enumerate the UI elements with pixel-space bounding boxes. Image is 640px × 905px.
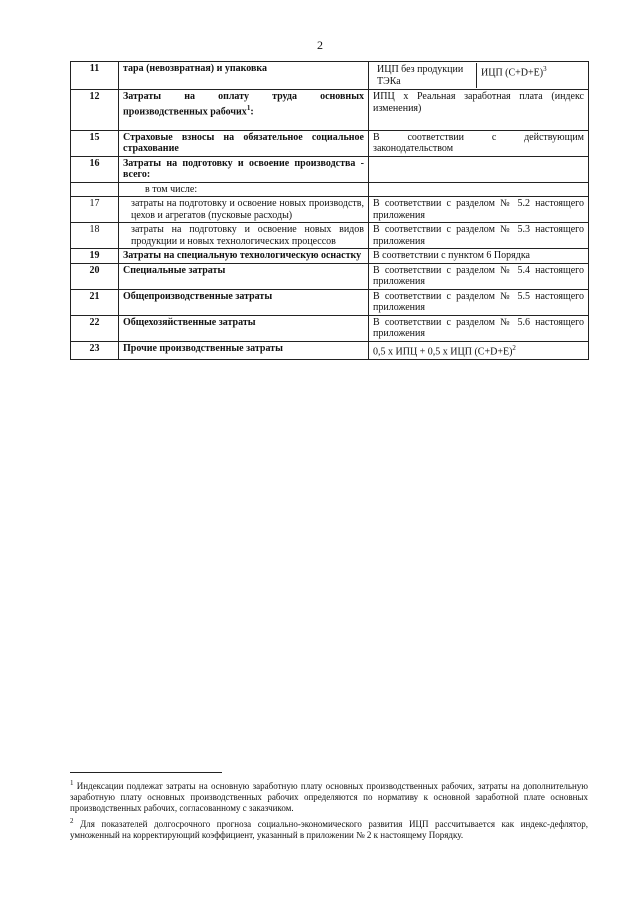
row-number: 15	[71, 130, 119, 156]
row-number: 11	[71, 62, 119, 90]
method-text: 0,5 х ИПЦ + 0,5 х ИЦП (C+D+E)	[373, 346, 513, 358]
footnote-mark: 2	[70, 817, 74, 825]
cost-item-text: Затраты на оплату труда основных производственных рабочих	[123, 91, 364, 117]
row-number: 23	[71, 341, 119, 359]
method-right	[477, 63, 584, 88]
indexation-method: В соответствии с разделом № 5.6 настоящего приложения	[369, 315, 589, 341]
row-number: 12	[71, 90, 119, 131]
cost-item-name: затраты на подготовку и освоение новых видов продукции и новых технологических процессов	[119, 223, 369, 249]
row-number: 16	[71, 156, 119, 182]
footnote-text: Для показателей долгосрочного прогноза социально-экономического развития ИЦП рассчитывается как индекс-дефлятор, умноженный на корректирующий коэффициент, указанный в приложении № 2 к настоящему Порядку.	[70, 819, 588, 840]
cost-item-name: Прочие производственные затраты	[119, 341, 369, 359]
footnote-ref: 3	[543, 65, 547, 73]
cost-item-name: Общехозяйственные затраты	[119, 315, 369, 341]
indexation-method: В соответствии с разделом № 5.5 настоящего приложения	[369, 289, 589, 315]
footnote-text: Индексации подлежат затраты на основную заработную плату основных производственных рабочих, затраты на дополнительную заработную плату основных производственных рабочих определяются по нормативу к основной заработной плате основных производственных рабочих, согласованному с заказчиком.	[70, 781, 588, 813]
cost-item-name: Затраты на специальную технологическую оснастку	[119, 249, 369, 264]
indexation-method	[369, 62, 589, 90]
indexation-method	[369, 156, 589, 182]
cost-item-name: Затраты на подготовку и освоение производства - всего:	[119, 156, 369, 182]
indexation-method: В соответствии с пунктом 6 Порядка	[369, 249, 589, 264]
table-row	[71, 130, 589, 156]
cost-item-name: Общепроизводственные затраты	[119, 289, 369, 315]
indexation-method	[369, 182, 589, 197]
cost-item-name	[119, 90, 369, 131]
row-number: 20	[71, 263, 119, 289]
footnote-mark: 1	[70, 779, 74, 787]
cost-item-name: в том числе:	[119, 182, 369, 197]
indexation-method: В соответствии с разделом № 5.2 настоящего приложения	[369, 197, 589, 223]
table-row	[71, 315, 589, 341]
table-row	[71, 289, 589, 315]
page-number: 2	[317, 38, 323, 52]
method-right-text: ИЦП (C+D+E)	[481, 67, 544, 79]
footnote-ref: 2	[512, 343, 516, 352]
footnote-ref: 1	[246, 103, 251, 112]
table-row	[71, 182, 589, 197]
row-number	[71, 182, 119, 197]
cost-item-name: Страховые взносы на обязательное социальное страхование	[119, 130, 369, 156]
footnote-separator	[70, 772, 222, 773]
cost-item-name: затраты на подготовку и освоение новых производств, цехов и агрегатов (пусковые расходы)	[119, 197, 369, 223]
method-left: ИЦП без продукции ТЭКа	[373, 63, 477, 88]
footnote-2	[70, 816, 588, 841]
table-row	[71, 223, 589, 249]
table-row	[71, 62, 589, 90]
cost-item-name: Специальные затраты	[119, 263, 369, 289]
indexation-method	[369, 341, 589, 359]
row-number: 18	[71, 223, 119, 249]
row-number: 19	[71, 249, 119, 264]
table-row	[71, 156, 589, 182]
footnotes	[70, 778, 588, 843]
table-row	[71, 90, 589, 131]
cost-indexation-table	[70, 61, 589, 360]
indexation-method: В соответствии с разделом № 5.3 настоящего приложения	[369, 223, 589, 249]
row-number: 22	[71, 315, 119, 341]
table-row	[71, 263, 589, 289]
table-row	[71, 197, 589, 223]
table-row	[71, 341, 589, 359]
indexation-method: ИПЦ х Реальная заработная плата (индекс изменения)	[369, 90, 589, 131]
indexation-method: В соответствии с разделом № 5.4 настоящего приложения	[369, 263, 589, 289]
row-number: 21	[71, 289, 119, 315]
indexation-method: В соответствии с действующим законодательством	[369, 130, 589, 156]
cost-item-name: тара (невозвратная) и упаковка	[119, 62, 369, 90]
table-row	[71, 249, 589, 264]
row-number: 17	[71, 197, 119, 223]
name-suffix: :	[250, 105, 254, 117]
footnote-1	[70, 778, 588, 814]
